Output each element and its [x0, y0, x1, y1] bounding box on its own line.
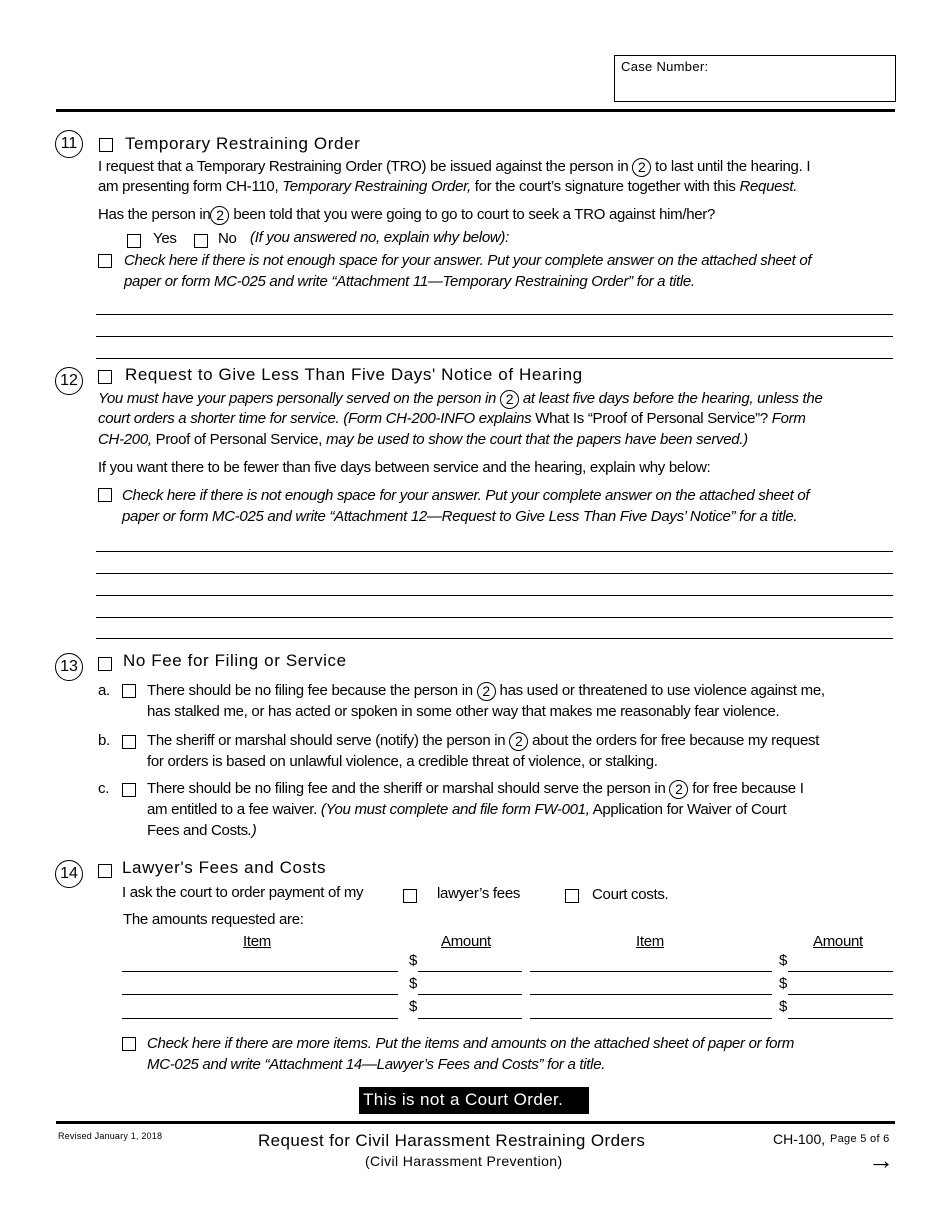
- section-13-number: 13: [55, 653, 83, 681]
- item-field[interactable]: [530, 994, 772, 995]
- s12-answer-line[interactable]: [96, 551, 893, 552]
- item-field[interactable]: [122, 1018, 398, 1019]
- s12-check-line1: Check here if there is not enough space for your answer. Put your complete answer on the attached sheet of: [122, 487, 810, 504]
- currency-symbol: $: [409, 952, 418, 969]
- party-reference: 2: [500, 390, 519, 409]
- s14-check-line1: Check here if there are more items. Put the items and amounts on the attached sheet of paper or form: [147, 1035, 795, 1052]
- section-14-number: 14: [55, 860, 83, 888]
- s13-c-line3: Fees and Costs.): [147, 822, 257, 839]
- s12-answer-line[interactable]: [96, 638, 893, 639]
- s13-a-checkbox[interactable]: [122, 684, 136, 698]
- item-field[interactable]: [530, 1018, 772, 1019]
- case-number-box[interactable]: [614, 55, 896, 102]
- s11-check-line2: paper or form MC-025 and write “Attachment 11—Temporary Restraining Order” for a title.: [124, 273, 695, 290]
- s11-answer-line[interactable]: [96, 314, 893, 315]
- s13-b-line2: for orders is based on unlawful violence, a credible threat of violence, or stalking.: [147, 753, 658, 770]
- party-reference: 2: [669, 780, 688, 799]
- s13-a-line2: has stalked me, or has acted or spoken in some other way that makes me reasonably fear violence.: [147, 703, 780, 720]
- s12-line2: court orders a shorter time for service. (Form CH-200-INFO explains What Is “Proof of Personal Service”? Form: [98, 410, 806, 427]
- s11-title: Temporary Restraining Order: [125, 134, 361, 153]
- page-number: Page 5 of 6: [830, 1133, 890, 1145]
- s13-checkbox[interactable]: [98, 657, 112, 671]
- amount-field[interactable]: [788, 1018, 893, 1019]
- s11-paragraph-line2: am presenting form CH-110, Temporary Restraining Order, for the court’s signature together with this Request.: [98, 178, 798, 195]
- s11-paragraph-line1: I request that a Temporary Restraining Order (TRO) be issued against the person in 2 to last until the hearing. I: [98, 158, 811, 175]
- amount-field[interactable]: [788, 994, 893, 995]
- s12-line3: CH-200, Proof of Personal Service, may be used to show the court that the papers have been served.): [98, 431, 748, 448]
- currency-symbol: $: [409, 975, 418, 992]
- s11-yes-label: Yes: [153, 230, 177, 247]
- currency-symbol: $: [779, 952, 788, 969]
- section-11-number: 11: [55, 130, 83, 158]
- form-id: CH-100,: [773, 1131, 826, 1147]
- item-field[interactable]: [122, 994, 398, 995]
- s14-checkbox[interactable]: [98, 864, 112, 878]
- s11-answer-line[interactable]: [96, 358, 893, 359]
- s13-c-line2: am entitled to a fee waiver. (You must complete and file form FW-001, Application for Waiver of Court: [147, 801, 787, 818]
- s11-no-note: (If you answered no, explain why below):: [250, 229, 509, 246]
- next-page-arrow-icon: →: [868, 1145, 894, 1175]
- footer-title: Request for Civil Harassment Restraining Orders: [258, 1131, 646, 1150]
- case-number-label: Case Number:: [621, 59, 709, 74]
- s13-a-label: a.: [98, 682, 110, 699]
- footer-subtitle: (Civil Harassment Prevention): [365, 1153, 563, 1169]
- s14-amounts-label: The amounts requested are:: [123, 911, 304, 928]
- s14-title: Lawyer's Fees and Costs: [122, 858, 327, 877]
- amount-field[interactable]: [418, 971, 522, 972]
- amount-field[interactable]: [788, 971, 893, 972]
- s11-answer-line[interactable]: [96, 336, 893, 337]
- item-field[interactable]: [122, 971, 398, 972]
- section-12-number: 12: [55, 367, 83, 395]
- revised-date: Revised January 1, 2018: [58, 1131, 163, 1141]
- s12-checkbox[interactable]: [98, 370, 112, 384]
- amount-field[interactable]: [418, 994, 522, 995]
- s11-no-label: No: [218, 230, 237, 247]
- s13-b-line1: The sheriff or marshal should serve (notify) the person in 2 about the orders for free because my request: [147, 732, 820, 749]
- s11-check-line1: Check here if there is not enough space for your answer. Put your complete answer on the attached sheet of: [124, 252, 812, 269]
- s12-paragraph2: If you want there to be fewer than five days between service and the hearing, explain why below:: [98, 459, 711, 476]
- party-reference: 2: [509, 732, 528, 751]
- currency-symbol: $: [779, 998, 788, 1015]
- s11-checkbox[interactable]: [99, 138, 113, 152]
- s11-yes-checkbox[interactable]: [127, 234, 141, 248]
- s13-b-label: b.: [98, 732, 110, 749]
- s14-check-line2: MC-025 and write “Attachment 14—Lawyer’s Fees and Costs” for a title.: [147, 1056, 606, 1073]
- currency-symbol: $: [409, 998, 418, 1015]
- header-rule: [56, 109, 895, 112]
- s14-ask: I ask the court to order payment of my: [122, 884, 364, 901]
- s12-title: Request to Give Less Than Five Days' Notice of Hearing: [125, 365, 583, 384]
- s12-answer-line[interactable]: [96, 595, 893, 596]
- s13-c-line1: There should be no filing fee and the sheriff or marshal should serve the person in 2 for free because I: [147, 780, 804, 797]
- s11-more-space-checkbox[interactable]: [98, 254, 112, 268]
- s13-c-label: c.: [98, 780, 110, 797]
- item-field[interactable]: [530, 971, 772, 972]
- s13-b-checkbox[interactable]: [122, 735, 136, 749]
- not-court-order-text: This is not a Court Order.: [363, 1090, 564, 1109]
- currency-symbol: $: [779, 975, 788, 992]
- s14-more-items-checkbox[interactable]: [122, 1037, 136, 1051]
- s14-lawyer-fees-label: lawyer’s fees: [437, 885, 521, 902]
- amount-field[interactable]: [418, 1018, 522, 1019]
- s11-no-checkbox[interactable]: [194, 234, 208, 248]
- s13-c-checkbox[interactable]: [122, 783, 136, 797]
- s14-court-costs-label: Court costs.: [592, 886, 669, 903]
- s12-answer-line[interactable]: [96, 573, 893, 574]
- s12-line1: You must have your papers personally served on the person in 2 at least five days before the hearing, unless the: [98, 390, 823, 407]
- col-amount-header: Amount: [441, 933, 491, 950]
- s13-a-line1: There should be no filing fee because the person in 2 has used or threatened to use violence against me,: [147, 682, 825, 699]
- party-reference: 2: [477, 682, 496, 701]
- s14-lawyer-fees-checkbox[interactable]: [403, 889, 417, 903]
- col-item-header: Item: [243, 933, 271, 950]
- s12-answer-line[interactable]: [96, 617, 893, 618]
- s13-title: No Fee for Filing or Service: [123, 651, 347, 670]
- party-reference: 2: [632, 158, 651, 177]
- col-amount-header: Amount: [813, 933, 863, 950]
- s14-court-costs-checkbox[interactable]: [565, 889, 579, 903]
- footer-rule: [56, 1121, 895, 1124]
- party-reference: 2: [210, 206, 229, 225]
- col-item-header: Item: [636, 933, 664, 950]
- s12-more-space-checkbox[interactable]: [98, 488, 112, 502]
- s12-check-line2: paper or form MC-025 and write “Attachment 12—Request to Give Less Than Five Days’ Notice” for a title.: [122, 508, 798, 525]
- s11-question: Has the person in 2 been told that you were going to go to court to seek a TRO against him/her?: [98, 206, 716, 223]
